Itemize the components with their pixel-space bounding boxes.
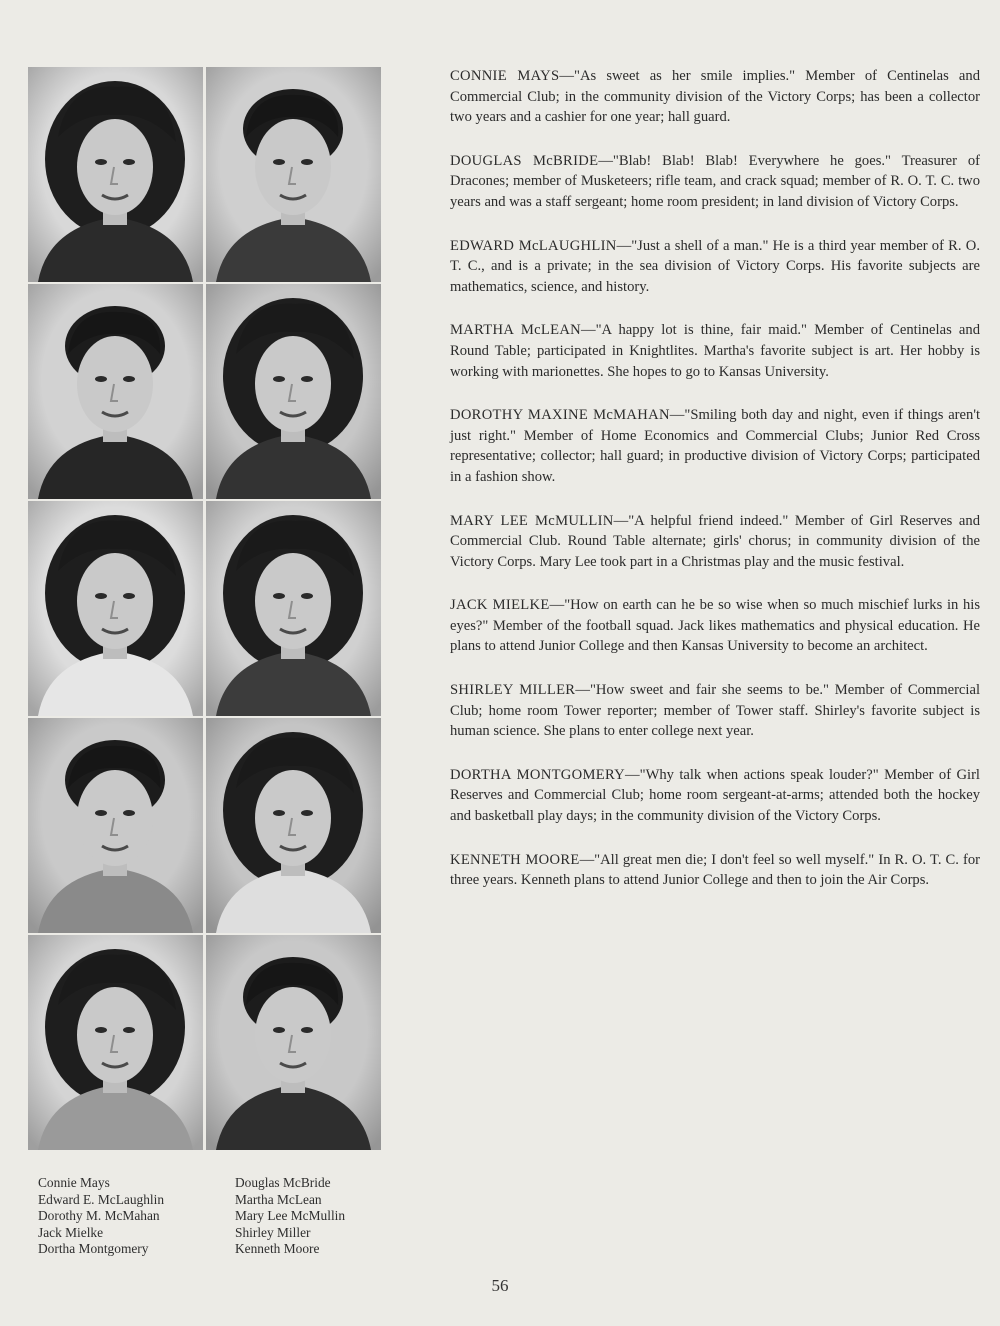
biography-entry — [450, 405, 980, 487]
student-portrait — [206, 718, 381, 933]
biography-entry — [450, 595, 980, 657]
student-portrait — [28, 718, 203, 933]
student-name: MARTHA McLEAN — [450, 322, 581, 339]
caption-name: Dortha Montgomery — [38, 1241, 149, 1257]
caption-name: Mary Lee McMullin — [235, 1208, 346, 1224]
biography-entry — [450, 765, 980, 827]
student-portrait — [206, 67, 381, 282]
caption-column-left — [38, 1175, 164, 1258]
caption-name: Jack Mielke — [38, 1224, 104, 1240]
biography-entry — [450, 151, 980, 213]
biography-text: —"A helpful friend indeed." Member of Girl Reserves and Commercial Club. Round Table alternate; girls' chorus; in community division of the Victory Corps. Mary Lee took part in a Christmas play and the music festival. — [450, 512, 980, 570]
student-portrait — [28, 67, 203, 282]
caption-name: Edward E. McLaughlin — [38, 1191, 165, 1207]
biography-entry — [450, 66, 980, 128]
student-portrait — [206, 501, 381, 716]
biography-text: —"Smiling both day and night, even if things aren't just right." Member of Home Economics and Commercial Clubs; Junior Red Cross representative; collector; hall guard; in productive division of Victory Corps; participated in a fashion show. — [450, 407, 980, 485]
biography-column — [450, 66, 980, 914]
biography-entry — [450, 320, 980, 382]
student-name: DOROTHY MAXINE McMAHAN — [450, 407, 670, 424]
biography-entry — [450, 680, 980, 742]
biography-text: —"A happy lot is thine, fair maid." Member of Centinelas and Round Table; participated in Knightlites. Martha's favorite subject is art. Her hobby is working with marionettes. She hopes to go to Kansas University. — [450, 322, 980, 380]
biography-text: —"Blab! Blab! Blab! Everywhere he goes." Treasurer of Dracones; member of Musketeers; rifle team, and crack squad; member of R. O. T. C. two years and was a staff sergeant; home room president; in land division of Victory Corps. — [450, 152, 980, 210]
student-name: DOUGLAS McBRIDE — [450, 152, 599, 169]
student-portrait — [206, 284, 381, 499]
student-portrait — [28, 284, 203, 499]
student-name: DORTHA MONTGOMERY — [450, 766, 626, 783]
student-portrait — [28, 501, 203, 716]
biography-text: —"How sweet and fair she seems to be." Member of Commercial Club; home room Tower reporter; member of Tower staff. Shirley's favorite subject is human science. She plans to enter college next year. — [450, 682, 980, 740]
student-portrait — [206, 935, 381, 1150]
page-number: 56 — [491, 1276, 509, 1295]
portrait-grid — [28, 67, 382, 1151]
student-name: SHIRLEY MILLER — [450, 682, 576, 699]
student-portrait — [28, 935, 203, 1150]
biography-entry — [450, 850, 980, 891]
student-name: MARY LEE McMULLIN — [450, 512, 614, 529]
student-name: CONNIE MAYS — [450, 68, 560, 84]
caption-name: Martha McLean — [235, 1191, 322, 1207]
caption-name: Connie Mays — [38, 1175, 110, 1190]
biography-entry — [450, 511, 980, 573]
biography-entry — [450, 236, 980, 298]
student-name: JACK MIELKE — [450, 597, 550, 614]
caption-name: Dorothy M. McMahan — [38, 1208, 160, 1224]
biography-text: —"Just a shell of a man." He is a third year member of R. O. T. C., and is a private; in the sea division of Victory Corps. His favorite subjects are mathematics, science, and history. — [450, 237, 980, 295]
caption-column-right — [235, 1175, 345, 1258]
biography-text: —"Why talk when actions speak louder?" Member of Girl Reserves and Commercial Club; home room sergeant-at-arms; attended both the hockey and basketball play days; in the community division of the Victory Corps. — [450, 766, 980, 825]
student-name: KENNETH MOORE — [450, 851, 580, 868]
biography-text: —"All great men die; I don't feel so well myself." In R. O. T. C. for three years. Kenneth plans to attend Junior College and then to join the Air Corps. — [450, 851, 980, 889]
caption-name: Douglas McBride — [235, 1175, 331, 1190]
student-name: EDWARD McLAUGHLIN — [450, 237, 617, 254]
caption-name: Kenneth Moore — [235, 1241, 320, 1257]
biography-text: —"How on earth can he be so wise when so much mischief lurks in his eyes?" Member of the football squad. Jack likes mathematics and physical education. He plans to attend Junior College and then Kansas University to become an architect. — [450, 597, 981, 655]
caption-name: Shirley Miller — [235, 1224, 311, 1240]
biography-text: —"As sweet as her smile implies." Member of Centinelas and Commercial Club; in the community division of the Victory Corps; has been a collector two years and a cashier for one year; hall guard. — [450, 68, 980, 126]
